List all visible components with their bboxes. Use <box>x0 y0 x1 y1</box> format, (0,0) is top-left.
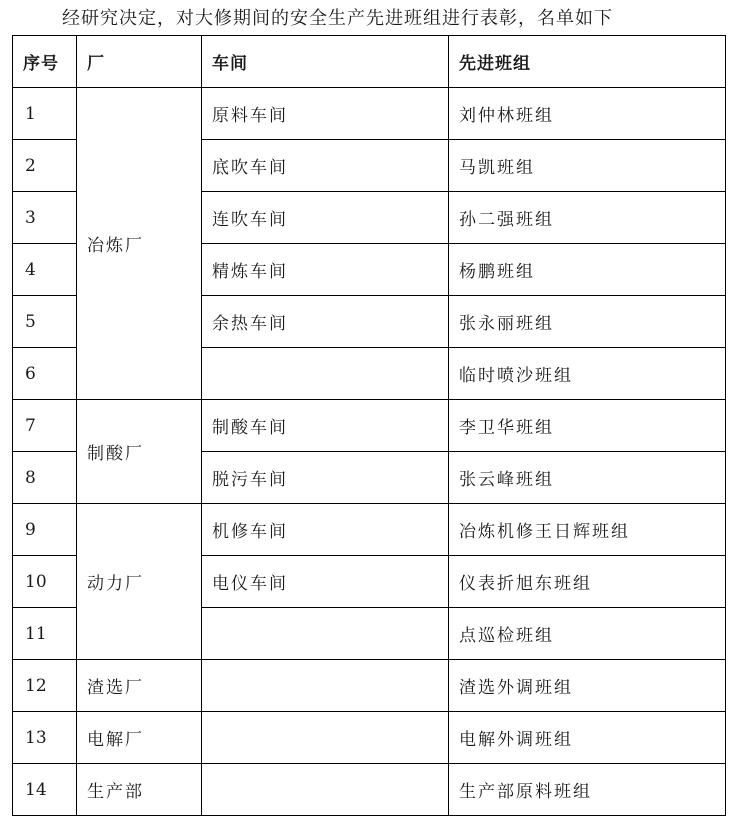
team-cell: 张永丽班组 <box>449 296 726 348</box>
team-cell: 生产部原料班组 <box>449 764 726 816</box>
workshop-cell: 底吹车间 <box>202 140 449 192</box>
seq-cell: 13 <box>13 712 77 764</box>
table-row <box>13 504 726 556</box>
workshop-cell <box>202 712 449 764</box>
table-row <box>13 400 726 452</box>
workshop-cell: 精炼车间 <box>202 244 449 296</box>
table-row <box>13 764 726 816</box>
seq-cell: 8 <box>13 452 77 504</box>
seq-cell: 14 <box>13 764 77 816</box>
seq-cell: 10 <box>13 556 77 608</box>
award-table <box>12 35 726 816</box>
team-cell: 孙二强班组 <box>449 192 726 244</box>
table-row <box>13 712 726 764</box>
table-row <box>13 88 726 140</box>
header-seq: 序号 <box>13 36 77 88</box>
plant-cell: 动力厂 <box>77 504 202 660</box>
seq-cell: 12 <box>13 660 77 712</box>
seq-cell: 4 <box>13 244 77 296</box>
team-cell: 仪表折旭东班组 <box>449 556 726 608</box>
plant-cell: 制酸厂 <box>77 400 202 504</box>
team-cell: 马凯班组 <box>449 140 726 192</box>
seq-cell: 1 <box>13 88 77 140</box>
seq-cell: 6 <box>13 348 77 400</box>
workshop-cell <box>202 660 449 712</box>
team-cell: 刘仲林班组 <box>449 88 726 140</box>
workshop-cell <box>202 348 449 400</box>
workshop-cell <box>202 608 449 660</box>
header-workshop: 车间 <box>202 36 449 88</box>
plant-cell: 渣选厂 <box>77 660 202 712</box>
seq-cell: 9 <box>13 504 77 556</box>
workshop-cell <box>202 764 449 816</box>
team-cell: 电解外调班组 <box>449 712 726 764</box>
workshop-cell: 连吹车间 <box>202 192 449 244</box>
intro-text: 经研究决定，对大修期间的安全生产先进班组进行表彰，名单如下 <box>62 8 613 29</box>
team-cell: 李卫华班组 <box>449 400 726 452</box>
workshop-cell: 制酸车间 <box>202 400 449 452</box>
seq-cell: 7 <box>13 400 77 452</box>
seq-cell: 2 <box>13 140 77 192</box>
header-team: 先进班组 <box>449 36 726 88</box>
workshop-cell: 原料车间 <box>202 88 449 140</box>
team-cell: 张云峰班组 <box>449 452 726 504</box>
workshop-cell: 电仪车间 <box>202 556 449 608</box>
seq-cell: 3 <box>13 192 77 244</box>
seq-cell: 5 <box>13 296 77 348</box>
table-row <box>13 660 726 712</box>
team-cell: 临时喷沙班组 <box>449 348 726 400</box>
header-row <box>13 36 726 88</box>
header-plant: 厂 <box>77 36 202 88</box>
team-cell: 渣选外调班组 <box>449 660 726 712</box>
workshop-cell: 机修车间 <box>202 504 449 556</box>
workshop-cell: 脱污车间 <box>202 452 449 504</box>
plant-cell: 生产部 <box>77 764 202 816</box>
seq-cell: 11 <box>13 608 77 660</box>
team-cell: 冶炼机修王日辉班组 <box>449 504 726 556</box>
plant-cell: 电解厂 <box>77 712 202 764</box>
team-cell: 杨鹏班组 <box>449 244 726 296</box>
team-cell: 点巡检班组 <box>449 608 726 660</box>
workshop-cell: 余热车间 <box>202 296 449 348</box>
plant-cell: 冶炼厂 <box>77 88 202 400</box>
